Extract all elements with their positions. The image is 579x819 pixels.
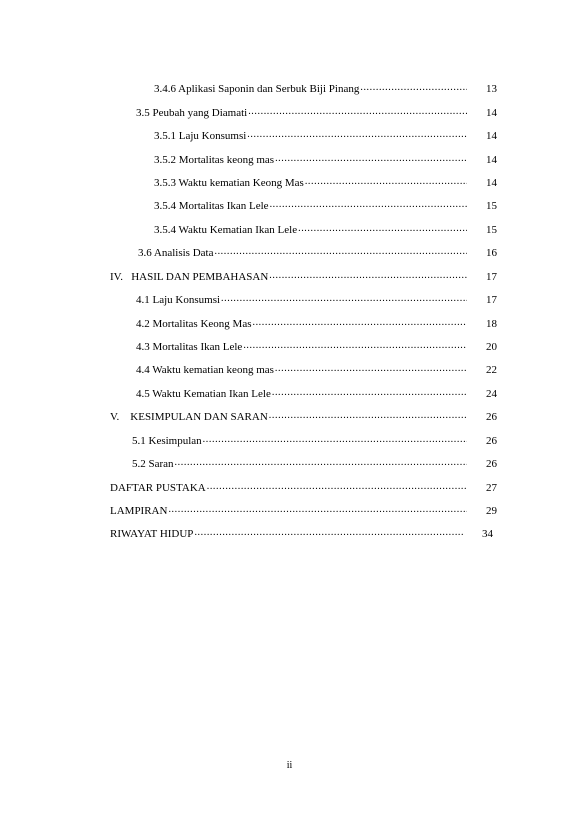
- dot-leader: [247, 129, 467, 141]
- toc-entry-page: 27: [486, 482, 497, 494]
- toc-entry-page: 15: [486, 200, 497, 212]
- toc-entry-label: IV. HASIL DAN PEMBAHASAN: [110, 271, 269, 283]
- toc-entry-page: 14: [486, 154, 497, 166]
- toc-entry-label: 3.5.1 Laju Konsumsi: [154, 130, 247, 142]
- toc-entry-label: 3.5.4 Waktu Kematian Ikan Lele: [154, 224, 298, 236]
- dot-leader: [269, 410, 467, 422]
- dot-leader: [305, 176, 467, 188]
- dot-leader: [203, 434, 467, 446]
- toc-entry-4-2: [136, 315, 497, 331]
- toc-entry-3-5: [136, 104, 497, 120]
- toc-entry-page: 14: [486, 107, 497, 119]
- toc-entry-label: 4.3 Mortalitas Ikan Lele: [136, 341, 243, 353]
- dot-leader: [298, 223, 467, 235]
- toc-entry-page: 26: [486, 411, 497, 423]
- toc-entry-label: DAFTAR PUSTAKA: [110, 482, 206, 494]
- toc-entry-label: 3.4.6 Aplikasi Saponin dan Serbuk Biji Pinang: [154, 83, 360, 95]
- toc-entry-label: 5.2 Saran: [132, 458, 174, 470]
- dot-leader: [272, 387, 467, 399]
- toc-entry-daftar-pustaka: [110, 479, 497, 495]
- toc-entry-page: 34: [482, 528, 493, 540]
- toc-entry-3-5-1: [154, 127, 497, 143]
- toc-entry-3-5-2: [154, 151, 497, 167]
- dot-leader: [360, 82, 467, 94]
- toc-entry-page: 24: [486, 388, 497, 400]
- toc-entry-4-4: [136, 361, 497, 377]
- toc-entry-label: 5.1 Kesimpulan: [132, 435, 202, 447]
- toc-entry-label: 4.4 Waktu kematian keong mas: [136, 364, 274, 376]
- toc-entry-5-1: [132, 432, 497, 448]
- toc-entry-3-5-3: [154, 174, 497, 190]
- toc-entry-page: 16: [486, 247, 497, 259]
- toc-entry-page: 14: [486, 130, 497, 142]
- toc-entry-label: 3.5.4 Mortalitas Ikan Lele: [154, 200, 269, 212]
- toc-entry-page: 17: [486, 271, 497, 283]
- toc-entry-page: 20: [486, 341, 497, 353]
- toc-entry-4-5: [136, 385, 497, 401]
- toc-entry-label: 4.5 Waktu Kematian Ikan Lele: [136, 388, 271, 400]
- toc-entry-label: 4.2 Mortalitas Keong Mas: [136, 318, 252, 330]
- toc-entry-label: V. KESIMPULAN DAN SARAN: [110, 411, 268, 423]
- dot-leader: [221, 293, 467, 305]
- dot-leader: [248, 106, 467, 118]
- toc-entry-page: 14: [486, 177, 497, 189]
- toc-entry-chapter-v: [110, 408, 497, 424]
- toc-entry-4-3: [136, 338, 497, 354]
- toc-entry-label: 3.5.2 Mortalitas keong mas: [154, 154, 275, 166]
- toc-entry-page: 29: [486, 505, 497, 517]
- dot-leader: [214, 246, 467, 258]
- toc-entry-3-5-4-waktu: [154, 221, 497, 237]
- dot-leader: [168, 504, 467, 516]
- toc-entry-4-1: [136, 291, 497, 307]
- toc-entry-page: 13: [486, 83, 497, 95]
- toc-entry-chapter-iv: [110, 268, 497, 284]
- toc-entry-riwayat-hidup: [110, 525, 493, 541]
- toc-entry-label: 3.5 Peubah yang Diamati: [136, 107, 248, 119]
- dot-leader: [194, 527, 463, 539]
- dot-leader: [252, 317, 467, 329]
- toc-entry-3-4-6: [154, 80, 497, 96]
- toc-entry-page: 15: [486, 224, 497, 236]
- toc-entry-page: 26: [486, 435, 497, 447]
- toc-entry-label: 4.1 Laju Konsumsi: [136, 294, 221, 306]
- dot-leader: [275, 153, 467, 165]
- toc-entry-3-6: [138, 244, 497, 260]
- dot-leader: [275, 363, 467, 375]
- page-number: ii: [286, 760, 293, 771]
- dot-leader: [270, 199, 467, 211]
- toc-entry-label: 3.5.3 Waktu kematian Keong Mas: [154, 177, 304, 189]
- dot-leader: [269, 270, 467, 282]
- toc-entry-label: LAMPIRAN: [110, 505, 168, 517]
- toc-entry-label: 3.6 Analisis Data: [138, 247, 214, 259]
- toc-entry-label: RIWAYAT HIDUP: [110, 528, 194, 540]
- toc-entry-page: 22: [486, 364, 497, 376]
- toc-entry-lampiran: [110, 502, 497, 518]
- toc-entry-5-2: [132, 455, 497, 471]
- dot-leader: [207, 481, 467, 493]
- toc-entry-page: 18: [486, 318, 497, 330]
- dot-leader: [243, 340, 467, 352]
- dot-leader: [175, 457, 467, 469]
- toc-entry-page: 17: [486, 294, 497, 306]
- toc-entry-3-5-4-mortalitas: [154, 197, 497, 213]
- toc-entry-page: 26: [486, 458, 497, 470]
